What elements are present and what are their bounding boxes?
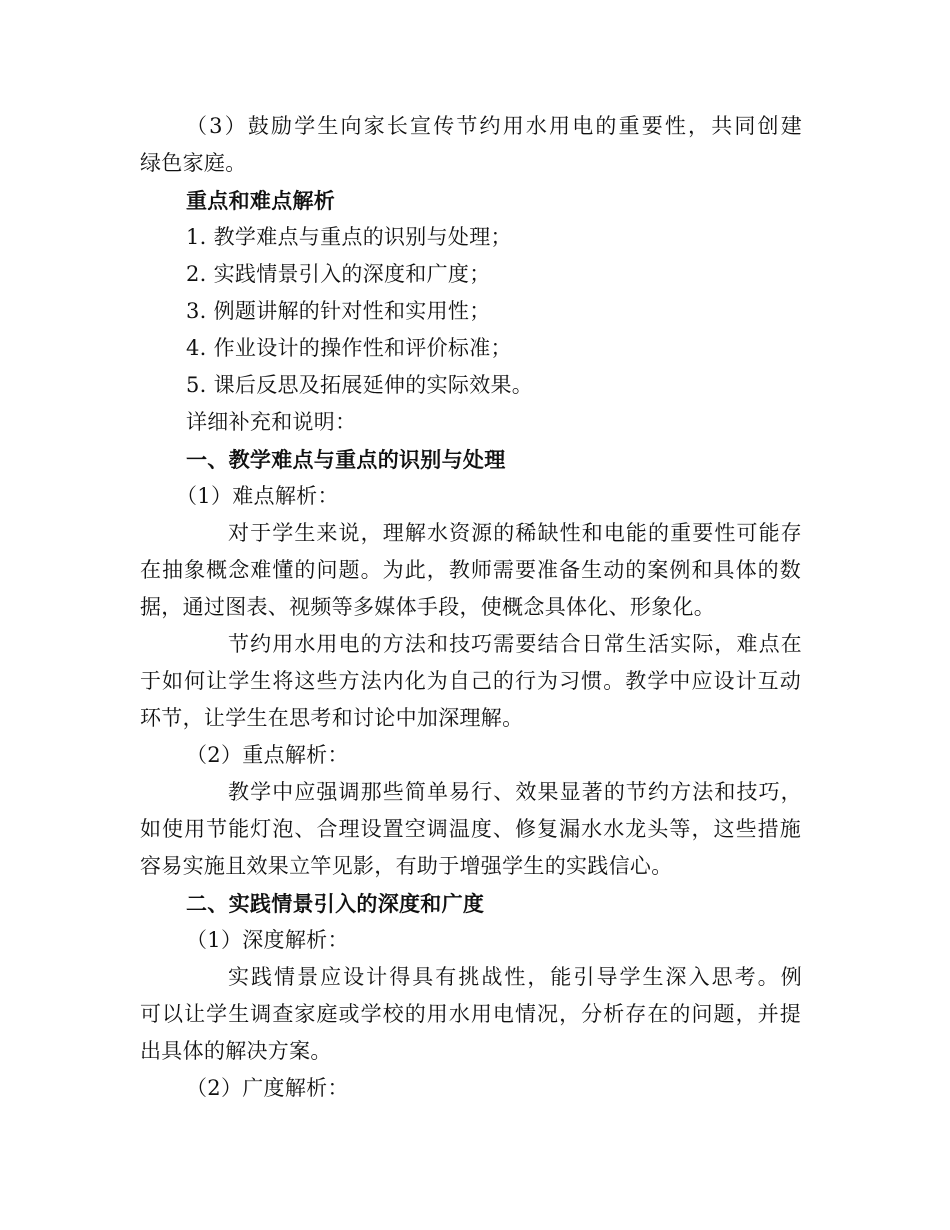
list-item: 1. 教学难点与重点的识别与处理； (186, 225, 512, 249)
subsection-label: （1）深度解析： (186, 928, 349, 952)
paragraph-line: （3）鼓励学生向家长宣传节约用水用电的重要性，共同创建 (186, 114, 802, 138)
subsection-label: （1）难点解析： (176, 484, 339, 508)
paragraph-line: 可以让学生调查家庭或学校的用水用电情况，分析存在的问题，并提 (140, 1002, 801, 1026)
paragraph-line: 据，通过图表、视频等多媒体手段，使概念具体化、形象化。 (140, 595, 716, 619)
section-heading: 重点和难点解析 (186, 188, 336, 213)
paragraph-line: 出具体的解决方案。 (140, 1039, 332, 1063)
paragraph-line: 实践情景应设计得具有挑战性，能引导学生深入思考。例 (228, 965, 802, 989)
section-heading: 二、实践情景引入的深度和广度 (186, 891, 485, 916)
paragraph-line: 节约用水用电的方法和技巧需要结合日常生活实际，难点在 (228, 632, 802, 656)
paragraph-line: 于如何让学生将这些方法内化为自己的行为习惯。教学中应设计互动 (140, 669, 801, 693)
paragraph-line: 在抽象概念难懂的问题。为此，教师需要准备生动的案例和具体的数 (140, 558, 801, 582)
list-item: 2. 实践情景引入的深度和广度； (186, 262, 491, 286)
subsection-label: （2）广度解析： (186, 1076, 349, 1100)
paragraph-line: 如使用节能灯泡、合理设置空调温度、修复漏水水龙头等，这些措施 (140, 817, 801, 841)
paragraph-line: 教学中应强调那些简单易行、效果显著的节约方法和技巧， (228, 780, 802, 804)
paragraph-line: 对于学生来说，理解水资源的稀缺性和电能的重要性可能存 (228, 521, 802, 545)
section-heading: 一、教学难点与重点的识别与处理 (186, 447, 506, 472)
subsection-label: （2）重点解析： (186, 743, 349, 767)
paragraph-line: 环节，让学生在思考和讨论中加深理解。 (140, 706, 524, 730)
list-item: 4. 作业设计的操作性和评价标准； (186, 336, 512, 360)
paragraph-line: 容易实施且效果立竿见影，有助于增强学生的实践信心。 (140, 854, 673, 878)
list-item: 5. 课后反思及拓展延伸的实际效果。 (186, 373, 534, 397)
paragraph-line: 详细补充和说明： (186, 410, 357, 434)
list-item: 3. 例题讲解的针对性和实用性； (186, 299, 491, 323)
paragraph-line: 绿色家庭。 (140, 151, 247, 175)
